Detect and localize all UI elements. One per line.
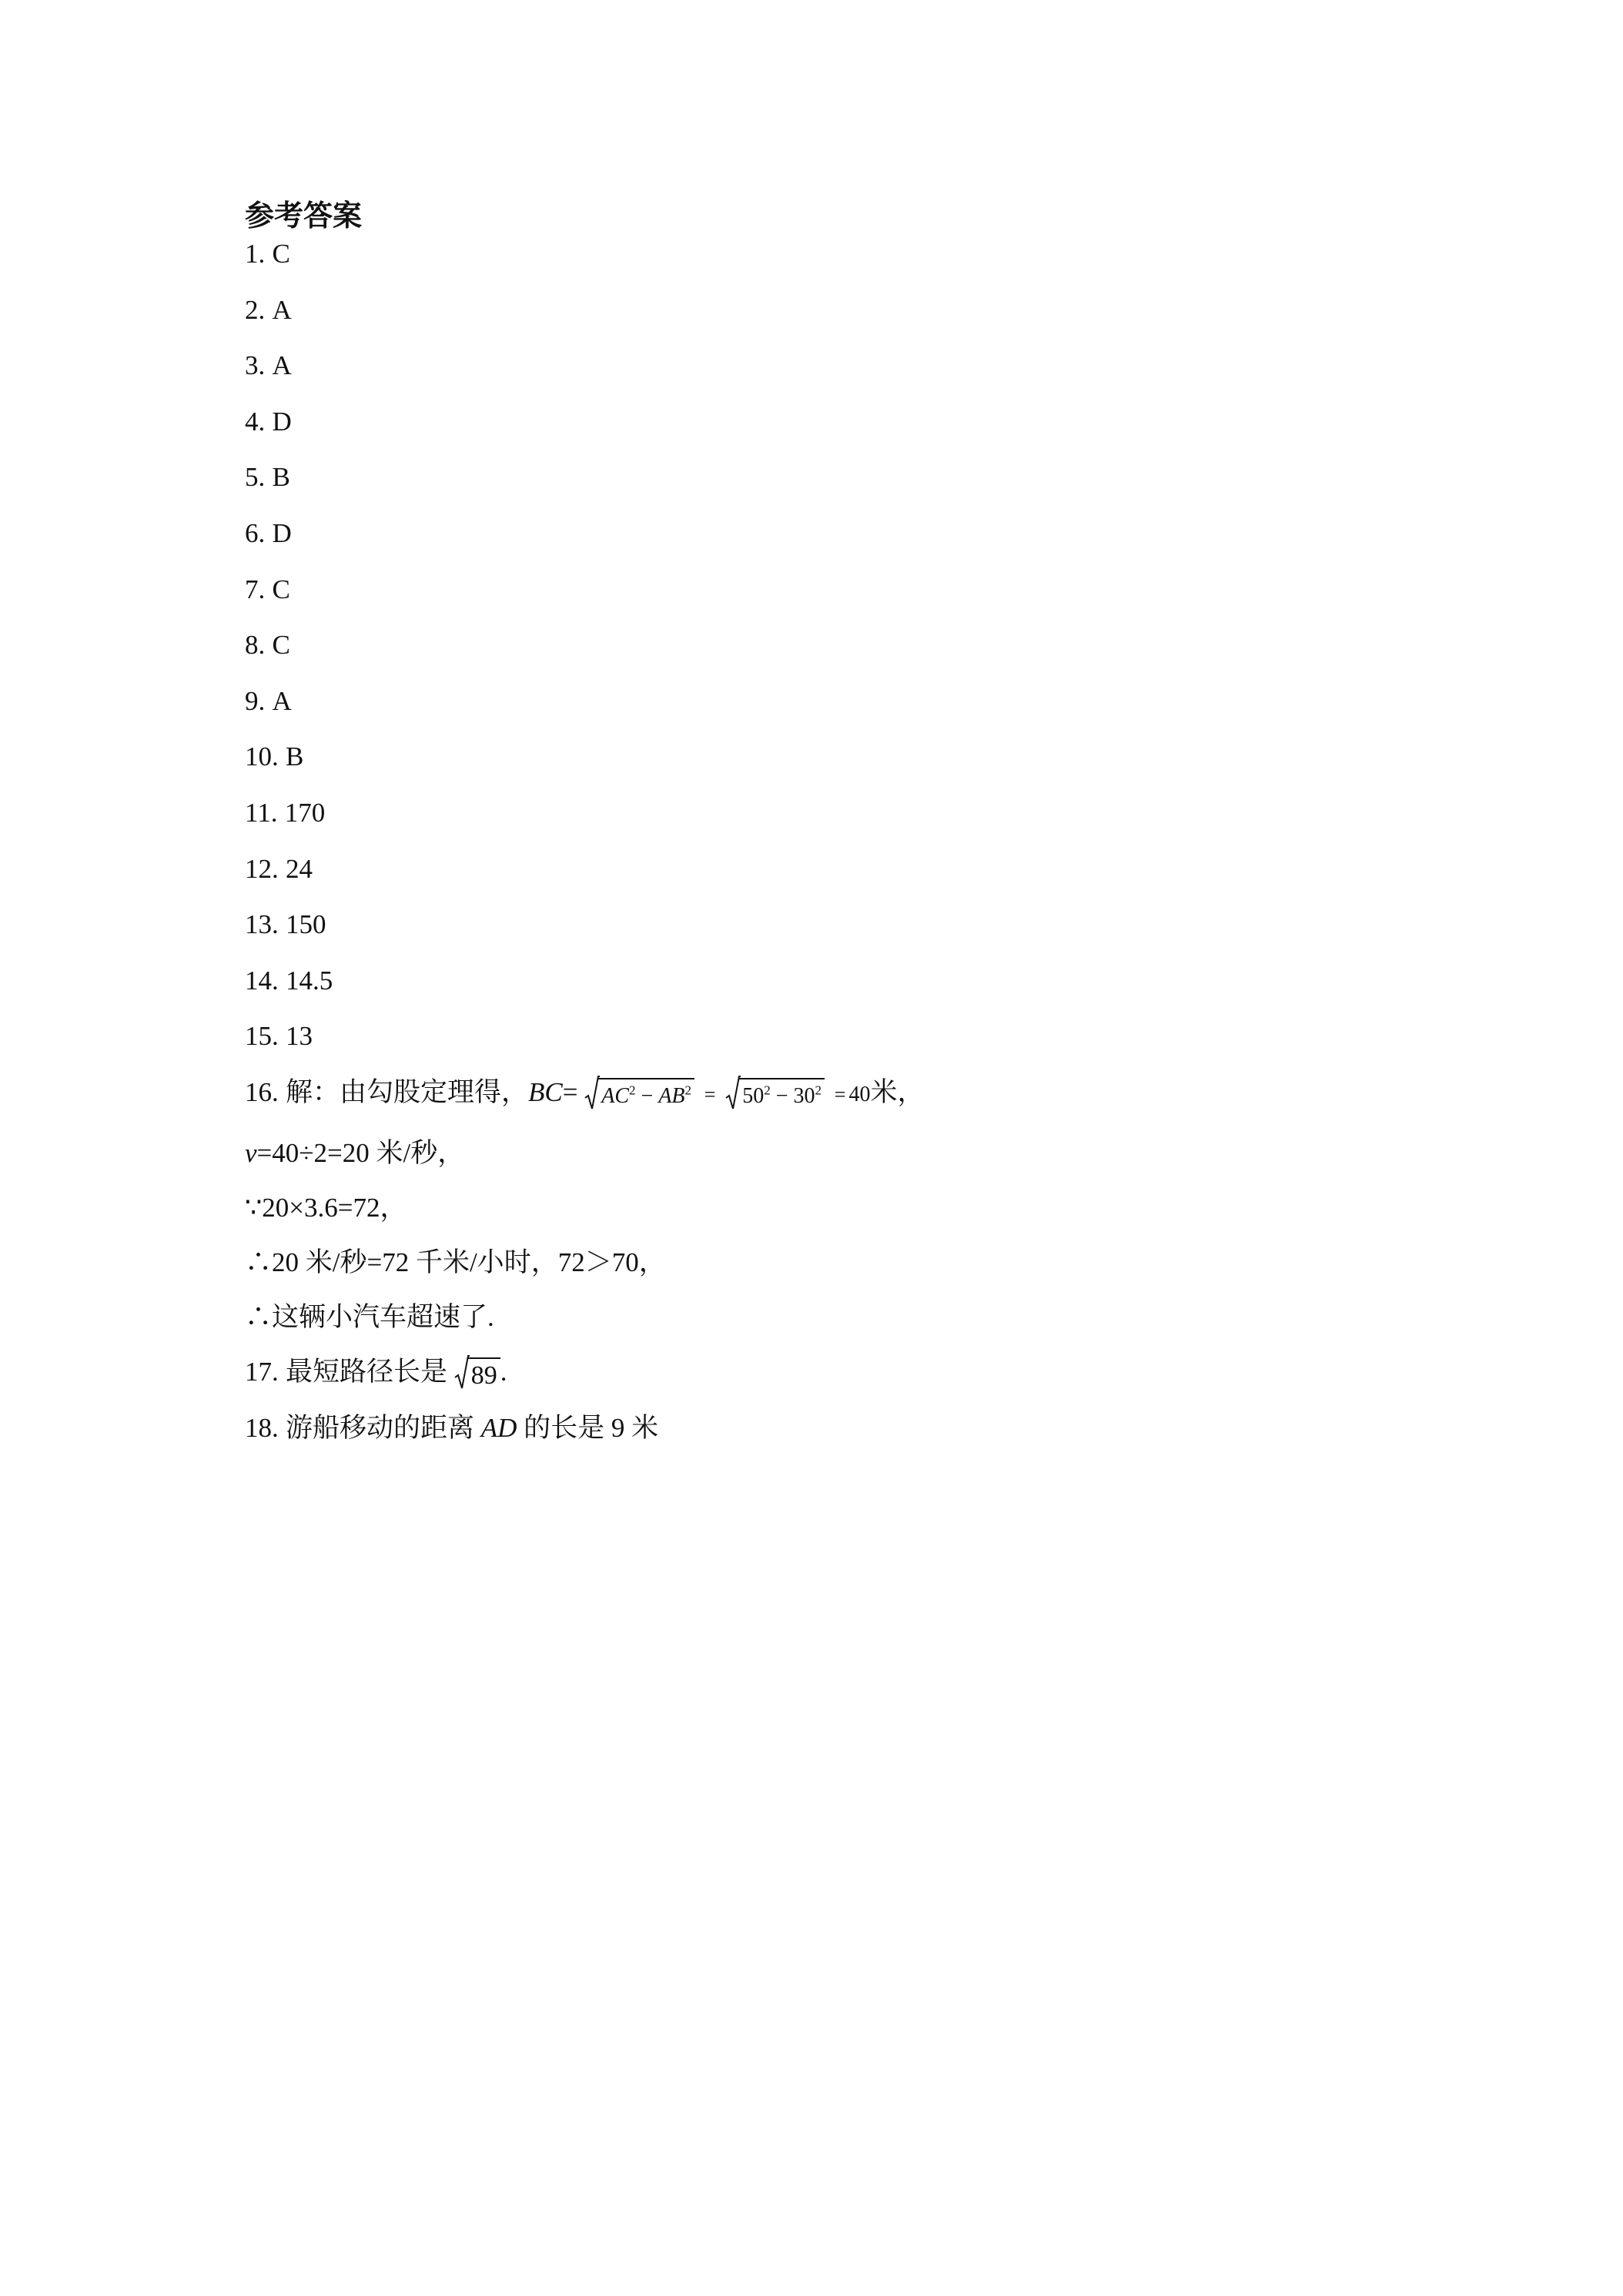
page-title: 参考答案 [245,199,363,233]
answer-number: 11 [245,797,271,828]
answer-item: 14. 14.5 [245,958,1400,1014]
answer-number: 12 [245,853,272,884]
answer-item: 12. 24 [245,846,1400,902]
answer-number: 6 [245,517,259,548]
radical-sign-icon [454,1354,470,1391]
q16-line-5: ∴这辆小汽车超速了. [245,1302,494,1332]
q16-lead: 解：由勾股定理得， [286,1077,529,1107]
answer-number: 3 [245,350,259,381]
answer-number: 2 [245,294,259,325]
answer-value: 150 [286,909,326,940]
answer-number: 9 [245,685,259,716]
answer-value: D [272,406,292,437]
answer-value: 14.5 [286,965,333,996]
answer-item: 4. D [245,399,1400,455]
q18-line: 18. 游船移动的距离 AD 的长是 9 米 [245,1413,659,1443]
answer-item: 7. C [245,567,1400,623]
answer-item: 3. A [245,343,1400,399]
answer-number: 16 [245,1077,272,1107]
answer-item: 11. 170 [245,790,1400,846]
answer-number: 5 [245,462,259,493]
answer-item: 6. D [245,510,1400,567]
answer-item: 1. C [245,231,1400,287]
q16-sqrt-symbolic: $AC^2 - AB^2$ [584,1078,694,1112]
answer-item: 5. B [245,454,1400,510]
answer-number: 8 [245,630,259,661]
answer-number: 14 [245,965,272,996]
answer-item: 10. B [245,734,1400,790]
answer-item: 13. 150 [245,902,1400,958]
answer-value: B [286,741,304,772]
q16-line-2: v=40÷2=20 米/秒， [245,1138,465,1168]
q16-bc-label: BC [528,1077,563,1107]
answer-item: 15. 13 [245,1013,1400,1069]
answer-item: 8. C [245,622,1400,678]
q16-line-1: 16. 解：由勾股定理得，BC= $AC^2 - AB^2$ = $50^2 - 30^2 = 40$米， [245,1069,1477,1118]
radical-sign-icon [725,1075,741,1112]
answer-number: 17 [245,1357,272,1387]
q16-line-4: ∴20 米/秒=72 千米/小时，72＞70， [245,1247,666,1277]
answer-number: 18 [245,1413,272,1443]
answer-item: 2. A [245,287,1400,343]
answer-value: A [272,350,292,381]
answer-item: 9. A [245,678,1400,735]
q17-sqrt: 89 [454,1357,500,1391]
answer-value: 170 [284,797,326,828]
answer-value: D [272,517,292,548]
answer-number: 7 [245,574,259,604]
answer-value: A [272,294,292,325]
answer-list [245,231,1400,1069]
answer-number: 15 [245,1021,272,1052]
answer-value: C [272,574,290,604]
q16-eq: = [562,1077,578,1107]
answer-number: 10 [245,741,272,772]
q16-result: 40 [848,1083,871,1106]
q16-sqrt-numeric: $50^2 - 30^2$ [725,1078,825,1112]
answer-value: C [272,239,290,269]
q16-line-3: ∵20×3.6=72， [245,1193,407,1223]
answer-number: 4 [245,406,259,437]
answer-value: 13 [286,1021,313,1052]
q17-line: 17. 最短路径长是 89 . [245,1349,1477,1395]
answer-value: 24 [286,853,313,884]
answer-value: A [272,685,292,716]
q16-unit: 米， [870,1077,925,1107]
answer-number: 13 [245,909,272,940]
radical-sign-icon [584,1075,600,1112]
answer-value: B [272,462,290,493]
answer-value: C [272,630,290,661]
answer-number: 1 [245,239,259,269]
